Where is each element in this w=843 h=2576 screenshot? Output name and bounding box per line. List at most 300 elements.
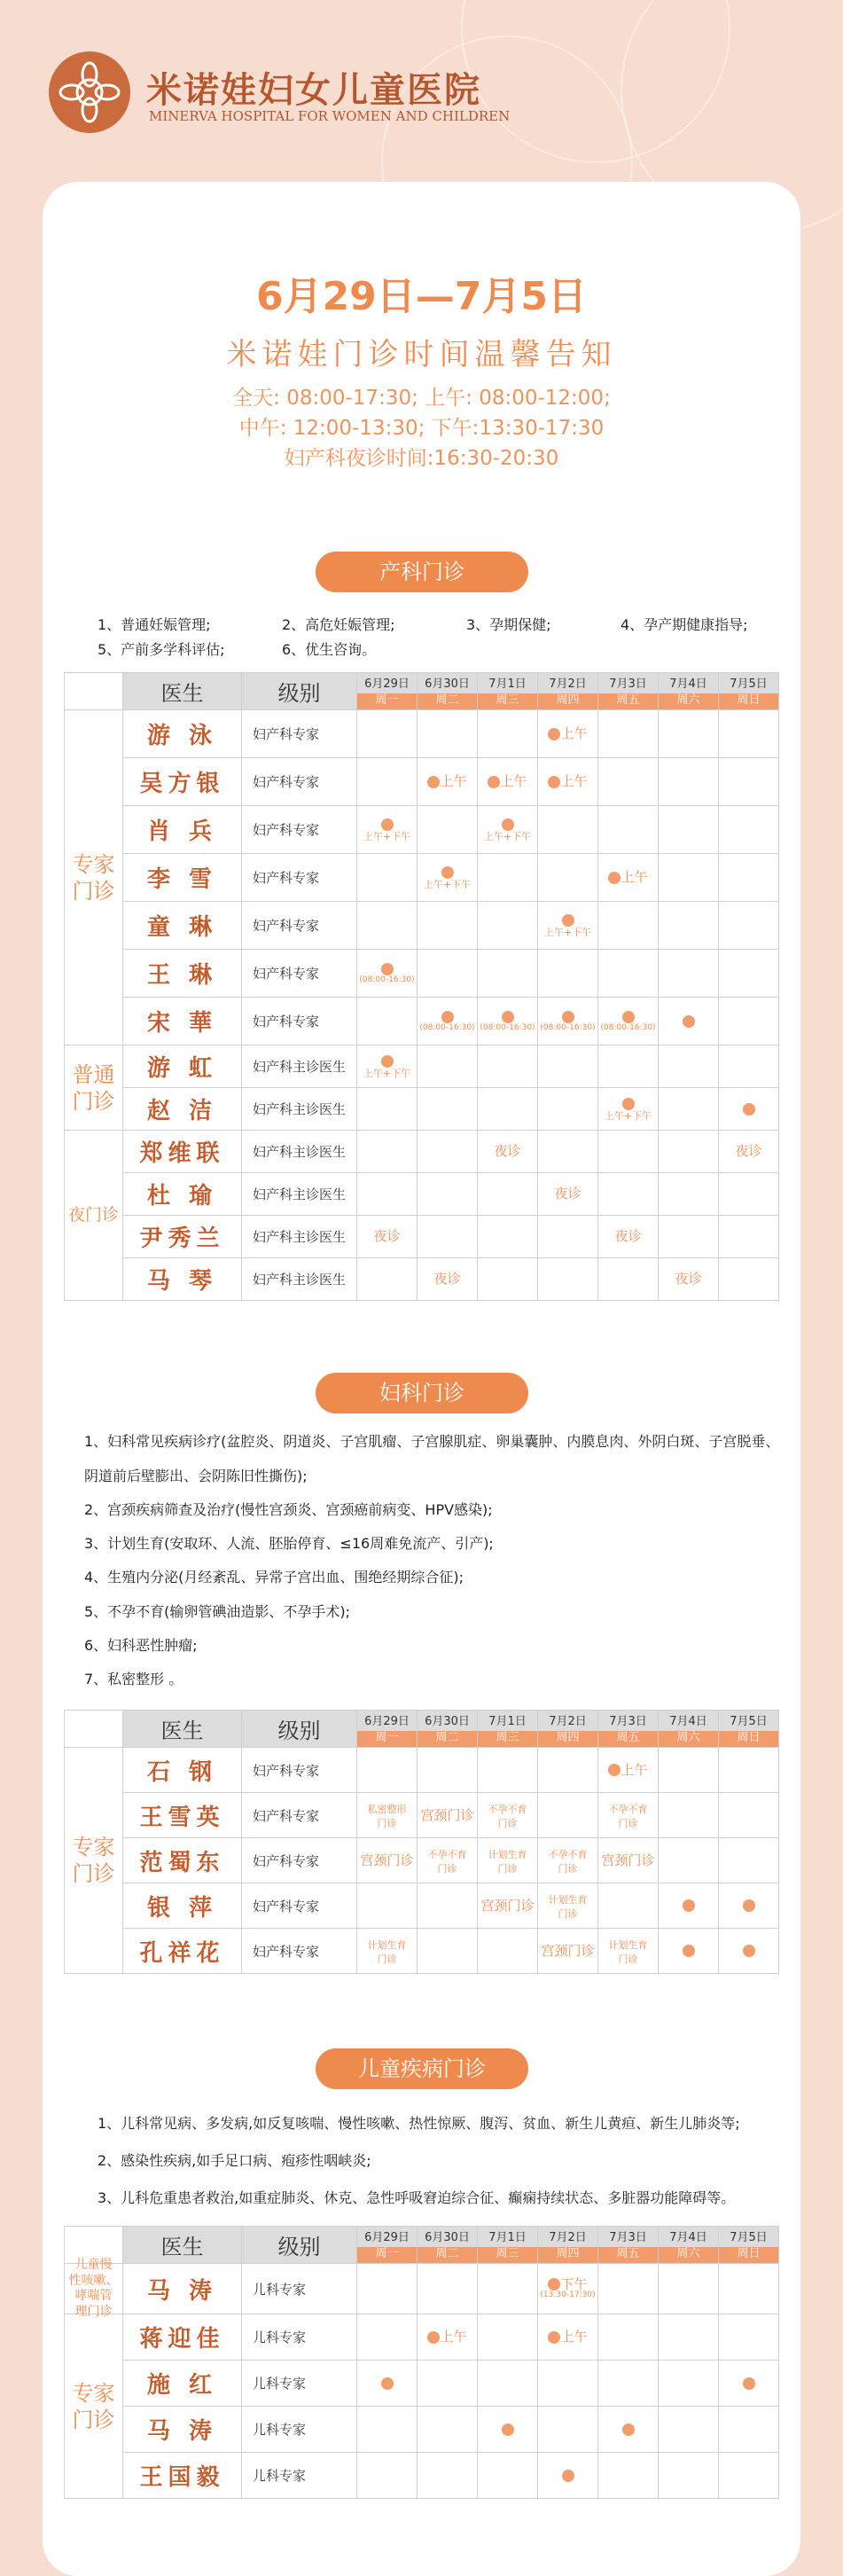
schedule-text: 私密整形 [367, 1803, 407, 1815]
schedule-cell [418, 2361, 478, 2407]
schedule-cell [478, 1216, 538, 1258]
date-header [418, 2227, 478, 2264]
schedule-cell [478, 1258, 538, 1301]
schedule-line [743, 2376, 755, 2391]
schedule-cell [357, 1258, 418, 1301]
schedule-text: 夜诊 [373, 1228, 401, 1245]
schedule-cell [719, 806, 779, 854]
schedule-cell [659, 1929, 719, 1974]
schedule-cell [478, 758, 538, 806]
schedule-cell [598, 2407, 659, 2453]
schedule-cell [357, 1838, 418, 1883]
weekday-label: 周三 [478, 1731, 537, 1747]
available-dot-icon [502, 1011, 514, 1023]
gynecology-title: 妇科门诊 [316, 1373, 528, 1413]
schedule-cell [598, 2361, 659, 2407]
schedule-cell [418, 1131, 478, 1173]
schedule-line [502, 1009, 514, 1024]
schedule-cell [357, 1131, 418, 1173]
service-item: 4、生殖内分泌(月经紊乱、异常子宫出血、围绝经期综合征); [84, 1569, 464, 1586]
schedule-line [675, 1272, 701, 1287]
schedule-cell [478, 902, 538, 950]
doctor-level: 妇产科主诊医生 [242, 1173, 357, 1216]
schedule-cell [598, 1088, 659, 1131]
schedule-cell [538, 1748, 598, 1793]
schedule-text: 计划生育 [367, 1938, 407, 1951]
schedule-text: 门诊 [377, 1954, 397, 1965]
schedule-line [735, 1144, 761, 1159]
schedule-cell [598, 1793, 659, 1838]
schedule-cell [418, 2453, 478, 2499]
available-dot-icon [548, 728, 560, 740]
service-item: 1、儿科常见病、多发病,如反复咳喘、慢性咳嗽、热性惊厥、腹泻、贫血、新生儿黄疸、新生儿肺炎等; [98, 2115, 740, 2132]
doctor-level: 妇产科专家 [242, 950, 357, 998]
schedule-cell [719, 2264, 779, 2314]
schedule-cell [598, 710, 659, 758]
hours-line-1: 全天: 08:00-17:30; 上午: 08:00-12:00; [232, 387, 611, 410]
doctor-level: 妇产科专家 [242, 1838, 357, 1883]
schedule-cell [418, 1793, 478, 1838]
schedule-text: 夜诊 [554, 1186, 582, 1202]
schedule-cell [598, 1173, 659, 1216]
schedule-cell [659, 1045, 719, 1088]
available-dot-icon [683, 1899, 695, 1912]
available-dot-icon [608, 1764, 621, 1776]
doctor-column-header: 医生 [123, 673, 242, 710]
schedule-text: 宫颈门诊 [480, 1897, 535, 1914]
schedule-text: 上午 [560, 773, 588, 790]
schedule-cell [357, 998, 418, 1045]
weekday-label: 周日 [719, 1731, 778, 1747]
date-header [357, 2227, 418, 2264]
schedule-line [488, 1846, 527, 1875]
schedule-cell [719, 1131, 779, 1173]
doctor-name: 肖 兵 [123, 806, 242, 854]
schedule-text: 门诊 [437, 1863, 457, 1875]
schedule-line [743, 1944, 755, 1959]
date-label: 7月5日 [730, 677, 768, 691]
service-item: 5、不孕不育(输卵管碘油造影、不孕手术); [84, 1603, 351, 1620]
schedule-cell [659, 1838, 719, 1883]
schedule-line [441, 865, 454, 880]
schedule-line [441, 1009, 454, 1024]
schedule-cell [719, 1748, 779, 1793]
weekday-label: 周五 [598, 693, 658, 709]
date-label: 6月29日 [364, 677, 410, 691]
schedule-text: 夜诊 [735, 1143, 762, 1160]
schedule-cell [538, 2453, 598, 2499]
schedule-cell [659, 1793, 719, 1838]
schedule-cell [418, 1258, 478, 1301]
available-dot-icon [743, 1103, 755, 1116]
schedule-text: 夜诊 [494, 1143, 521, 1160]
schedule-cell [598, 854, 659, 902]
schedule-cell [478, 2453, 538, 2499]
schedule-cell [719, 1258, 779, 1301]
date-header [538, 673, 598, 710]
available-dot-icon [427, 2331, 440, 2344]
schedule-cell [598, 1883, 659, 1929]
schedule-cell [357, 2453, 418, 2499]
schedule-subtext: (08:00-16:30) [600, 1022, 656, 1032]
available-dot-icon [441, 1011, 454, 1023]
schedule-cell [598, 2264, 659, 2314]
date-label: 6月29日 [364, 2231, 410, 2244]
available-dot-icon [488, 776, 500, 788]
schedule-text: 不孕不育 [608, 1803, 648, 1815]
available-dot-icon [608, 872, 621, 884]
weekday-label: 周六 [659, 1731, 718, 1747]
schedule-cell [598, 1748, 659, 1793]
schedule-cell [538, 854, 598, 902]
schedule-cell [538, 2407, 598, 2453]
weekday-label: 周四 [538, 2247, 597, 2263]
schedule-subtext: 上午+下午 [604, 1109, 652, 1122]
schedule-cell [598, 1258, 659, 1301]
schedule-text: 宫颈门诊 [601, 1852, 655, 1868]
doctor-level: 妇产科专家 [242, 710, 357, 758]
schedule-line [480, 1899, 534, 1914]
level-column-header: 级别 [242, 673, 357, 710]
date-label: 6月30日 [425, 2231, 470, 2244]
doctor-name: 吴方银 [123, 758, 242, 806]
schedule-text: 上午 [560, 2329, 588, 2345]
schedule-line [601, 1853, 654, 1868]
schedule-text: 门诊 [558, 1908, 578, 1920]
doctor-level: 妇产科主诊医生 [242, 1258, 357, 1301]
schedule-cell [478, 1748, 538, 1793]
available-dot-icon [381, 963, 394, 975]
schedule-cell [478, 950, 538, 998]
schedule-cell [478, 1793, 538, 1838]
schedule-cell [719, 2314, 779, 2361]
available-dot-icon [743, 1945, 755, 1957]
schedule-cell [357, 854, 418, 902]
pediatrics-title: 儿童疾病门诊 [316, 2048, 528, 2089]
date-label: 7月1日 [488, 677, 527, 691]
schedule-cell [418, 758, 478, 806]
schedule-cell [478, 2361, 538, 2407]
group-label: 专家 门诊 [65, 710, 123, 1045]
schedule-cell [659, 854, 719, 902]
schedule-line [549, 1846, 588, 1875]
schedule-cell [659, 1748, 719, 1793]
schedule-text: 计划生育 [488, 1848, 527, 1860]
schedule-cell [418, 998, 478, 1045]
schedule-line [622, 1009, 635, 1024]
schedule-cell [538, 1883, 598, 1929]
weekday-label: 周二 [418, 1731, 477, 1747]
doctor-level: 儿科专家 [242, 2407, 357, 2453]
schedule-cell [357, 1088, 418, 1131]
schedule-text: 上午 [621, 1761, 648, 1778]
doctor-name: 马 涛 [123, 2264, 242, 2314]
weekday-label: 周日 [719, 693, 778, 709]
schedule-line [683, 1944, 695, 1959]
schedule-cell [659, 950, 719, 998]
schedule-line [381, 817, 394, 832]
schedule-cell [418, 1173, 478, 1216]
weekday-label: 周二 [418, 2247, 477, 2263]
schedule-line [368, 1937, 407, 1966]
doctor-name: 杜 瑜 [123, 1173, 242, 1216]
schedule-cell [719, 710, 779, 758]
schedule-text: 下午 [560, 2275, 588, 2292]
schedule-line [427, 774, 466, 789]
date-label: 7月2日 [549, 1715, 587, 1728]
schedule-cell [659, 2314, 719, 2361]
doctor-level: 妇产科专家 [242, 806, 357, 854]
schedule-cell [357, 2407, 418, 2453]
date-label: 7月1日 [488, 2231, 527, 2244]
schedule-cell [418, 710, 478, 758]
schedule-cell [357, 710, 418, 758]
group-label: 专家 门诊 [65, 2314, 123, 2499]
doctor-level: 妇产科主诊医生 [242, 1045, 357, 1088]
schedule-cell [598, 1929, 659, 1974]
available-dot-icon [562, 914, 574, 927]
schedule-text: 计划生育 [608, 1938, 648, 1951]
schedule-line [743, 1899, 755, 1914]
doctor-level: 妇产科专家 [242, 1748, 357, 1793]
schedule-cell [659, 1216, 719, 1258]
doctor-name: 王雪英 [123, 1793, 242, 1838]
service-item: 2、高危妊娠管理; [282, 616, 395, 633]
schedule-text: 夜诊 [433, 1271, 461, 1288]
schedule-text: 上午 [440, 773, 467, 790]
hours-line-2: 中午: 12:00-13:30; 下午:13:30-17:30 [238, 417, 605, 440]
schedule-cell [418, 950, 478, 998]
schedule-cell [598, 1045, 659, 1088]
schedule-cell [719, 998, 779, 1045]
schedule-cell [719, 854, 779, 902]
schedule-cell [659, 1883, 719, 1929]
date-label: 7月3日 [609, 677, 647, 691]
schedule-subtext: (08:00-16:30) [540, 1022, 596, 1032]
weekday-label: 周六 [659, 2247, 718, 2263]
schedule-line [502, 817, 514, 832]
service-item: 3、儿科危重患者救治,如重症肺炎、休克、急性呼吸窘迫综合征、癫痫持续状态、多脏器功能障碍等。 [98, 2189, 736, 2206]
schedule-cell [659, 2361, 719, 2407]
doctor-name: 孔祥花 [123, 1929, 242, 1974]
schedule-line [608, 870, 647, 885]
obstetrics-title: 产科门诊 [316, 552, 528, 592]
schedule-line [494, 1144, 520, 1159]
schedule-cell [659, 2453, 719, 2499]
date-header [598, 2227, 659, 2264]
doctor-level: 儿科专家 [242, 2314, 357, 2361]
schedule-cell [478, 854, 538, 902]
schedule-cell [719, 1173, 779, 1216]
schedule-line [609, 1937, 648, 1966]
weekday-label: 周一 [357, 693, 417, 709]
doctor-name: 银 萍 [123, 1883, 242, 1929]
doctor-level: 妇产科专家 [242, 1883, 357, 1929]
schedule-cell [357, 1883, 418, 1929]
schedule-text: 计划生育 [548, 1893, 588, 1906]
schedule-cell [418, 1748, 478, 1793]
doctor-name: 王 琳 [123, 950, 242, 998]
schedule-cell [719, 2407, 779, 2453]
obstetrics-schedule-table [64, 672, 779, 1301]
doctor-level: 妇产科专家 [242, 758, 357, 806]
schedule-cell [418, 1883, 478, 1929]
doctor-level: 妇产科专家 [242, 1793, 357, 1838]
schedule-cell [598, 758, 659, 806]
schedule-cell [538, 710, 598, 758]
weekday-label: 周六 [659, 693, 718, 709]
date-header [659, 673, 719, 710]
schedule-cell [478, 710, 538, 758]
schedule-cell [357, 1216, 418, 1258]
schedule-cell [538, 2361, 598, 2407]
schedule-subtext: (08:00-16:30) [359, 975, 415, 984]
schedule-line [608, 1763, 647, 1778]
schedule-cell [538, 998, 598, 1045]
doctor-level: 妇产科专家 [242, 1929, 357, 1974]
date-range: 6月29日—7月5日 [255, 274, 588, 319]
schedule-cell [478, 1173, 538, 1216]
schedule-cell [538, 1929, 598, 1974]
schedule-cell [478, 998, 538, 1045]
date-label: 6月30日 [425, 677, 470, 691]
schedule-cell [719, 950, 779, 998]
schedule-cell [538, 1793, 598, 1838]
schedule-cell [478, 1045, 538, 1088]
available-dot-icon [743, 1899, 755, 1912]
date-label: 7月3日 [609, 2231, 647, 2244]
schedule-line [381, 961, 394, 976]
weekday-label: 周四 [538, 1731, 597, 1747]
doctor-level: 儿科专家 [242, 2453, 357, 2499]
schedule-cell [719, 758, 779, 806]
date-header [719, 2227, 779, 2264]
available-dot-icon [548, 2278, 560, 2290]
schedule-subtext: 上午+下午 [363, 1067, 411, 1079]
schedule-subtext: (13:30-17:30) [540, 2290, 596, 2300]
schedule-line [420, 1808, 473, 1823]
schedule-cell [538, 902, 598, 950]
doctor-name: 蒋迎佳 [123, 2314, 242, 2361]
doctor-name: 尹秀兰 [123, 1216, 242, 1258]
service-item: 1、普通妊娠管理; [98, 616, 211, 633]
schedule-text: 上午 [621, 869, 648, 886]
available-dot-icon [381, 2377, 394, 2390]
schedule-cell [418, 1216, 478, 1258]
schedule-line [609, 1801, 648, 1830]
schedule-cell [659, 758, 719, 806]
doctor-column-header: 医生 [123, 1711, 242, 1748]
schedule-text: 不孕不育 [548, 1848, 588, 1860]
date-header [659, 2227, 719, 2264]
schedule-cell [418, 1045, 478, 1088]
schedule-cell [719, 2361, 779, 2407]
schedule-cell [538, 2314, 598, 2361]
schedule-cell [357, 2361, 418, 2407]
schedule-cell [719, 1929, 779, 1974]
date-header [598, 1711, 659, 1748]
schedule-line [488, 1801, 527, 1830]
schedule-cell [538, 2264, 598, 2314]
schedule-line [622, 1096, 635, 1111]
service-item: 2、感染性疾病,如手足口病、疱疹性咽峡炎; [98, 2152, 371, 2169]
schedule-text: 宫颈门诊 [420, 1806, 474, 1823]
available-dot-icon [562, 1011, 574, 1023]
date-header [719, 1711, 779, 1748]
pediatrics-schedule-table [64, 2226, 779, 2499]
schedule-line [381, 2376, 394, 2391]
weekday-label: 周四 [538, 693, 597, 709]
weekday-label: 周二 [418, 693, 477, 709]
date-label: 7月2日 [549, 2231, 587, 2244]
schedule-cell [538, 1131, 598, 1173]
schedule-cell [598, 2453, 659, 2499]
schedule-cell [659, 806, 719, 854]
date-label: 6月30日 [425, 1715, 470, 1728]
schedule-text: 上午 [500, 773, 527, 790]
schedule-line [360, 1853, 413, 1868]
schedule-cell [598, 902, 659, 950]
doctor-name: 赵 洁 [123, 1088, 242, 1131]
doctor-name: 施 红 [123, 2361, 242, 2407]
schedule-cell [357, 2314, 418, 2361]
available-dot-icon [427, 776, 440, 788]
date-label: 6月29日 [364, 1715, 410, 1728]
available-dot-icon [381, 1055, 394, 1068]
schedule-cell [538, 1088, 598, 1131]
schedule-cell [538, 950, 598, 998]
weekday-label: 周一 [357, 1731, 417, 1747]
weekday-label: 周一 [357, 2247, 417, 2263]
schedule-line [373, 1229, 400, 1244]
doctor-name: 范蜀东 [123, 1838, 242, 1883]
date-header [538, 2227, 598, 2264]
schedule-line [743, 1101, 755, 1116]
weekday-label: 周五 [598, 1731, 658, 1747]
schedule-cell [478, 1838, 538, 1883]
doctor-name: 游 虹 [123, 1045, 242, 1088]
schedule-cell [357, 1173, 418, 1216]
group-label: 普通 门诊 [65, 1045, 123, 1131]
schedule-line [541, 1944, 594, 1959]
schedule-line [562, 1009, 574, 1024]
schedule-line [548, 774, 587, 789]
schedule-text: 上午 [440, 2329, 467, 2345]
weekday-label: 周五 [598, 2247, 658, 2263]
schedule-cell [478, 2314, 538, 2361]
doctor-name: 石 钢 [123, 1748, 242, 1793]
schedule-cell [478, 1088, 538, 1131]
date-label: 7月5日 [730, 2231, 768, 2244]
doctor-name: 郑维联 [123, 1131, 242, 1173]
schedule-cell [659, 998, 719, 1045]
hospital-name: 米诺娃妇女儿童医院 [146, 70, 481, 111]
schedule-line [427, 2329, 466, 2345]
schedule-cell [659, 2264, 719, 2314]
schedule-cell [659, 710, 719, 758]
level-column-header: 级别 [242, 1711, 357, 1748]
available-dot-icon [683, 1945, 695, 1957]
schedule-cell [719, 1216, 779, 1258]
schedule-cell [659, 1258, 719, 1301]
schedule-line [433, 1272, 460, 1287]
schedule-cell [719, 902, 779, 950]
schedule-text: 不孕不育 [427, 1848, 467, 1860]
schedule-cell [418, 2264, 478, 2314]
date-header [478, 2227, 538, 2264]
date-header [478, 1711, 538, 1748]
schedule-cell [538, 806, 598, 854]
